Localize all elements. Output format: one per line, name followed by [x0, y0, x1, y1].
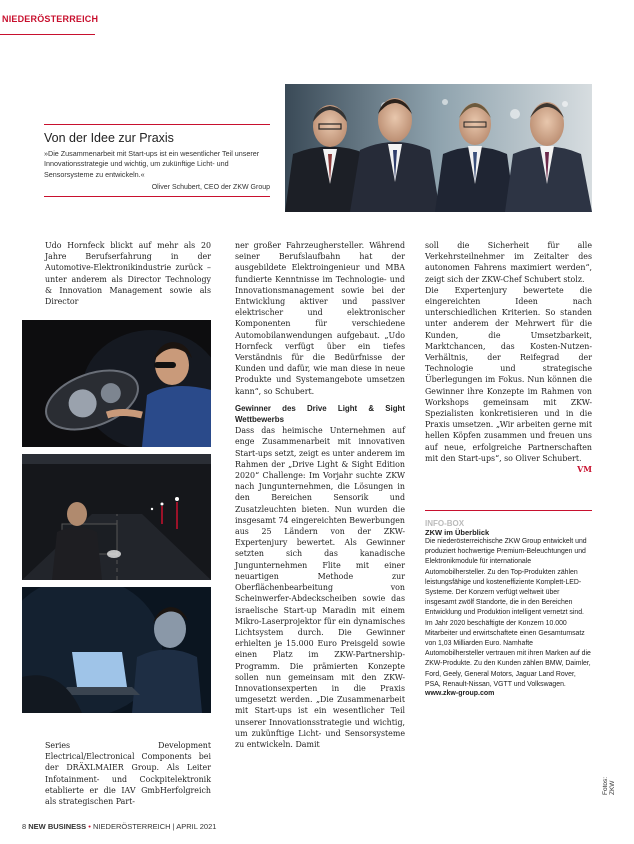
executives-photo — [285, 84, 592, 212]
section-label: NIEDERÖSTERREICH — [2, 14, 99, 24]
paragraph: ner großer Fahrzeughersteller. Während seiner Berufslaufbahn hat der ausgebildete Elektroingenieur und MBA fundierte Kenntnisse im Technologie- und Innovationsmanagement sowie bei der Entwicklung aktiver und passiver elektrischer und elektronischer Komponenten für verschiedene Automobilanwendungen aufgebaut. „Udo Hornfeck verfügt über ein tiefes Verständnis für die Bedürfnisse der Kunden und dafür, wie man diese in neue Produkte und Systemangebote umsetzen kann“, so Schubert. — [235, 241, 405, 396]
infobox-text: Die niederösterreichische ZKW Group entwickelt und produziert hochwertige Premium-Beleuchtungen und Elektronikmodule für internationale Automobilhersteller. Zu den Top-Produkten zählen leistungsfähige und kosteneffiziente Komplett-LED-Systeme. Der Konzern verfügt weltweit über insgesamt zwölf Standorte, die in den Bereichen Entwicklung und Produktion intelligent vernetzt sind. Im Jahr 2020 beschäftigte der Konzern 10.000 Mitarbeiter und erwirtschaftete einen Gesamtumsatz von 1,03 Milliarden Euro. Namhafte Automobilhersteller vertrauen mit ihren Marken auf die ZKW-Produkte. Zu den Kunden zählen BMW, Daimler, Ford, Geely, General Motors, Jaguar Land Rover, PSA, Renault-Nissan, VGTT und Volkswagen. — [425, 538, 591, 688]
infobox-title: ZKW im Überblick — [425, 528, 490, 537]
paragraph — [425, 285, 592, 475]
column-2 — [235, 240, 405, 750]
author-signature: VM — [577, 465, 592, 475]
test-track-photo — [22, 454, 211, 580]
quote-text: »Die Zusammenarbeit mit Start-ups ist ein wesentlicher Teil unserer Innovationsstrategie und wichtig, um zukünftige Licht- und Sensorsysteme zu entwickeln.« — [44, 149, 260, 179]
section-underline — [0, 34, 95, 35]
infobox-label: INFO-BOX — [425, 519, 465, 528]
paragraph: Udo Hornfeck blickt auf mehr als 20 Jahre Berufserfahrung in der Automotive-Elektronikindustrie zurück – unter anderem als Director Technology & Innovation Management sowie als Director — [45, 241, 211, 307]
column-1-bottom — [45, 740, 211, 807]
column-1-top — [45, 240, 211, 307]
paragraph-text: Die Expertenjury bewertete die eingereichten Ideen nach unterschiedlichen Kriterien. So standen unter anderem der Mehrwert für die Kunden, die Umsetzbarkeit, Marktchancen, das Kosten-Nutzen-Verhältnis, der Reifegrad der Technologie und strategische Überlegungen im Fokus. Nun können die Gewinner ihre Konzepte im Rahmen von Workshops gemeinsam mit ZKW-Spezialisten konkretisieren und in die Praxis umsetzen. „Wir arbeiten gerne mit hellen Köpfen zusammen und freuen uns auf neue, erfolgreiche Partnerschaften mit den Start-ups“, so Oliver Schubert. — [425, 285, 592, 463]
pull-quote — [44, 124, 270, 197]
column-3 — [425, 240, 592, 475]
quote-bottom-rule — [44, 196, 270, 197]
infobox-url-link[interactable]: www.zkw-group.com — [425, 690, 495, 698]
paragraph: soll die Sicherheit für alle Verkehrsteilnehmer im Zeitalter des autonomen Fahrens maximiert werden“, zeigt sich der ZKW-Chef Schubert stolz. — [425, 241, 592, 284]
footer-separator: | — [172, 822, 175, 831]
quote-top-rule — [44, 124, 270, 125]
footer-bullet: • — [88, 822, 91, 831]
paragraph: Series Development Electrical/Electronical Components bei der DRÄXLMAIER Group. Als Leiter Infotainment- und Cockpitelektronik etablierte er die IAV GmbHerfolgreich als strategischen Part- — [45, 741, 211, 807]
subheading: Gewinner des Drive Light & Sight Wettbewerbs — [235, 403, 405, 425]
headlight-photo — [22, 320, 211, 447]
page-footer — [22, 822, 216, 831]
quote-attribution: Oliver Schubert, CEO der ZKW Group — [151, 184, 270, 192]
infobox-rule — [425, 510, 592, 511]
page-number: 8 — [22, 822, 27, 831]
laptop-photo — [22, 587, 211, 713]
quote-title: Von der Idee zur Praxis — [44, 131, 174, 145]
info-box — [425, 510, 592, 697]
footer-section: NIEDERÖSTERREICH — [93, 822, 171, 831]
paragraph: Dass das heimische Unternehmen auf enge Zusammenarbeit mit innovativen Start-ups setzt, zeigt es unter anderem im Rahmen der „Drive Light & Sight Edition 2020“ Challenge: Im Vorjahr suchte ZKW nach Jungunternehmen, die Lösungen in den Bereichen Sensorik und Zusatzleuchten bieten. Nun wurden die insgesamt 74 eingereichten Bewerbungen aus 25 Ländern von der ZKW-Expertenjury bewertet. Als Gewinner setzten sich das kanadische Jungunternehmen Flite mit einer neuartigen Methode zur Oberflächenbearbeitung von Scheinwerfer-Abdeckscheiben sowie das israelische Start-up Maradin mit einem Mikro-Laserprojektor für ein dynamisches Lichtsystem durch. Die Gewinner erhielten je 15.000 Euro Preisgeld sowie einen Platz im ZKW-Partnership-Programm. Die prämierten Konzepte sollen nun gemeinsam mit den ZKW-Innovationsexperten in die Praxis umgesetzt werden. „Die Zusammenarbeit mit Start-ups ist ein wesentlicher Teil unserer Innovationsstrategie und wichtig, um zukünftige Licht- und Sensorsysteme zu entwickeln. Damit — [235, 426, 405, 749]
issue-date: APRIL 2021 — [176, 822, 217, 831]
photo-credit: Fotos: ZKW — [602, 776, 616, 795]
magazine-name: NEW BUSINESS — [28, 822, 87, 831]
